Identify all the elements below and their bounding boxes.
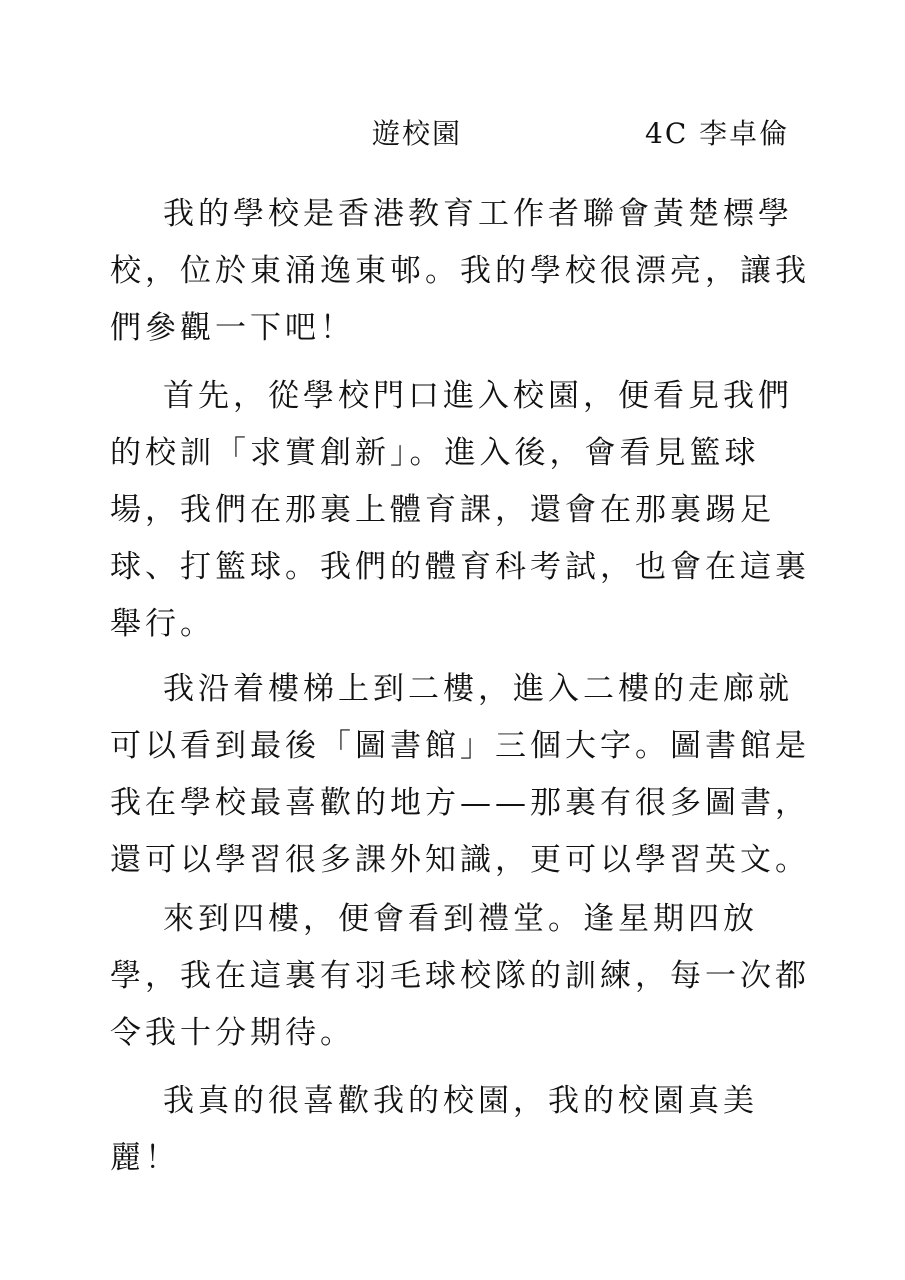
paragraph-4-line-1: 來到四樓，便會看到禮堂。逢星期四放 xyxy=(163,901,758,937)
paragraph-4-line-2: 學，我在這裏有羽毛球校隊的訓練，每一次都 xyxy=(110,958,810,994)
paragraph-1-line-3: 們參觀一下吧！ xyxy=(110,310,355,346)
paragraph-4-line-3: 令我十分期待。 xyxy=(110,1015,355,1051)
author-line: 4C 李卓倫 xyxy=(645,117,790,150)
paragraph-2-line-5: 舉行。 xyxy=(110,606,215,642)
paragraph-3-line-4: 還可以學習很多課外知識，更可以學習英文。 xyxy=(110,842,810,878)
paragraph-3-line-1: 我沿着樓梯上到二樓，進入二樓的走廊就 xyxy=(163,671,793,707)
essay-title: 遊校園 xyxy=(372,117,463,150)
paragraph-5-line-2: 麗！ xyxy=(110,1140,180,1176)
paragraph-3-line-3: 我在學校最喜歡的地方——那裏有很多圖書， xyxy=(110,785,810,821)
paragraph-2-line-1: 首先，從學校門口進入校園，便看見我們 xyxy=(163,378,793,414)
paragraph-1-line-2: 校，位於東涌逸東邨。我的學校很漂亮，讓我 xyxy=(110,253,810,289)
paragraph-2-line-2: 的校訓「求實創新」。進入後，會看見籃球 xyxy=(110,435,760,471)
paragraph-1-line-1: 我的學校是香港教育工作者聯會黃楚標學 xyxy=(163,196,793,232)
paragraph-5-line-1: 我真的很喜歡我的校園，我的校園真美 xyxy=(163,1083,758,1119)
paragraph-3-line-2: 可以看到最後「圖書館」三個大字。圖書館是 xyxy=(110,728,810,764)
paragraph-2-line-4: 球、打籃球。我們的體育科考試，也會在這裏 xyxy=(110,549,810,585)
paragraph-2-line-3: 場，我們在那裏上體育課，還會在那裏踢足 xyxy=(110,492,775,528)
